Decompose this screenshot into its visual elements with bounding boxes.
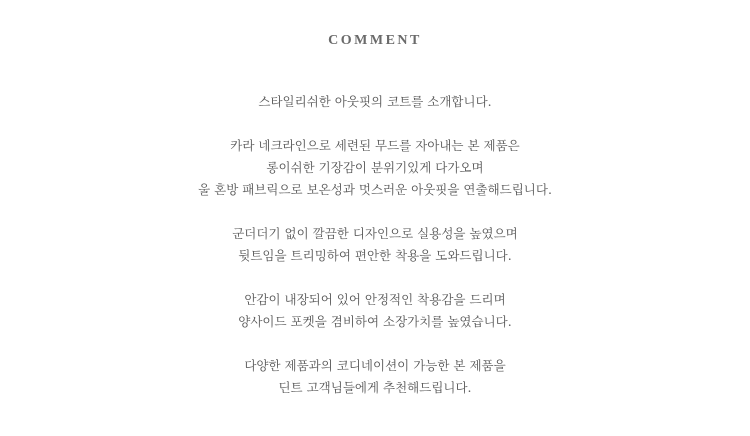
paragraph-5-line-1: 다양한 제품과의 코디네이션이 가능한 본 제품을	[244, 358, 506, 373]
section-heading: COMMENT	[328, 33, 422, 48]
paragraph-2-line-3: 울 혼방 패브릭으로 보온성과 멋스러운 아웃핏을 연출해드립니다.	[198, 182, 552, 197]
paragraph-5-line-2: 딘트 고객님들에게 추천해드립니다.	[278, 380, 472, 395]
paragraph-4-line-2: 양사이드 포켓을 겸비하여 소장가치를 높였습니다.	[238, 314, 512, 329]
intro-line: 스타일리쉬한 아웃핏의 코트를 소개합니다.	[258, 94, 492, 109]
paragraph-4-line-1: 안감이 내장되어 있어 안정적인 착용감을 드리며	[244, 292, 506, 307]
paragraph-2-line-2: 롱이쉬한 기장감이 분위기있게 다가오며	[266, 160, 484, 175]
paragraph-3-line-1: 군더더기 없이 깔끔한 디자인으로 실용성을 높였으며	[232, 226, 518, 241]
paragraph-2-line-1: 카라 네크라인으로 세련된 무드를 자아내는 본 제품은	[230, 138, 520, 153]
paragraph-3-line-2: 뒷트임을 트리밍하여 편안한 착용을 도와드립니다.	[238, 248, 512, 263]
